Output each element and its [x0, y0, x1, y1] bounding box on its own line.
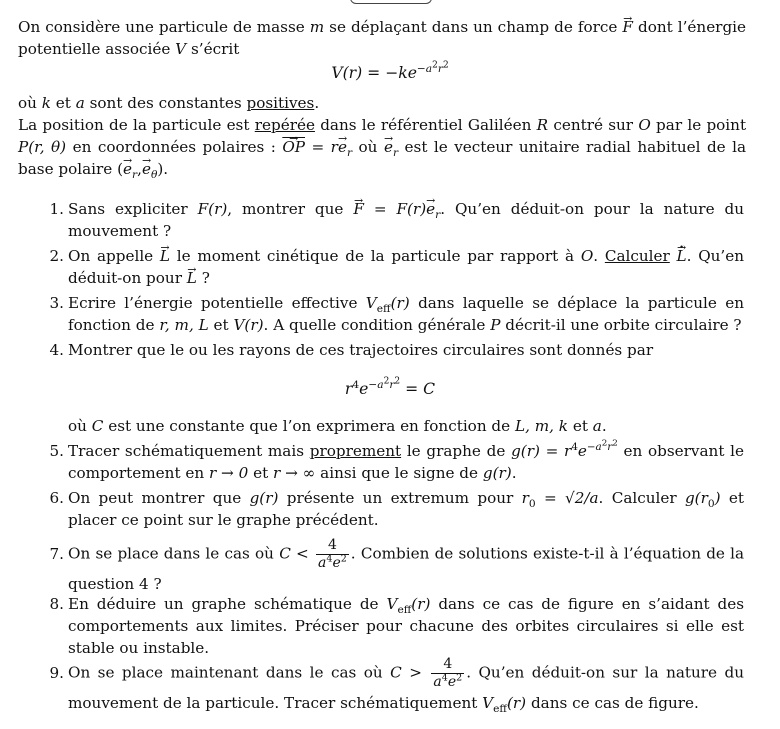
question-text: On peut montrer que g(r) présente un extremum pour $r_0 = √2/a$. Calculer $g(r_0)$ et placer ce point sur le graphe précédent. — [68, 489, 744, 529]
question-text: On se place maintenant dans le cas où C > $\frac{4}{a^4e^2}$ . Qu’en déduit-on sur la nature du mouvement de la particule. Tracer schématiquement $V_{eff}(r)$ dans ce cas de figure. — [68, 656, 744, 716]
potential-equation: $V(r) = -ke^{-a^2r^2}$ — [331, 60, 449, 82]
question-text: où C est une constante que l’on exprimera en fonction de L, m, k et a. — [68, 417, 607, 435]
question-number: 2. — [49, 247, 64, 265]
fraction-4-over-a4e2: $\frac{4}{a^4e^2}$ — [318, 537, 347, 571]
question-number: 3. — [49, 294, 64, 312]
question-text: Montrer que le ou les rayons de ces trajectoires circulaires sont donnés par — [68, 341, 654, 359]
position-paragraph: La position de la particule est repérée dans le référentiel Galiléen R centré sur O par le point P(r, θ) en coordonnées polaires : → $\overline{OP} = r\to e_r$ où → $e_r$ est le vecteur unitaire radial habituel de la base polaire (→ $e_r,\to e_\theta$). — [18, 114, 746, 180]
question-number: 1. — [49, 200, 64, 218]
fraction-4-over-a4e2: $\frac{4}{a^4e^2}$ — [433, 656, 463, 690]
cropped-header-fragment — [350, 0, 432, 4]
question-number: 9. — [49, 664, 64, 682]
intro-paragraph: On considère une particule de masse m se déplaçant dans un champ de force → F dont l’énergie potentielle associée V s’écrit — [18, 16, 746, 60]
question-number: 6. — [49, 489, 64, 507]
question-text: On appelle → L le moment cinétique de la particule par rapport à O. Calculer → L •. Qu’en déduit-on pour → L ? — [68, 245, 744, 289]
question-number: 8. — [49, 595, 64, 613]
question-number: 4. — [49, 341, 64, 359]
question-text: Tracer schématiquement mais proprement le graphe de $g(r) = r^4e^{-a^2r^2}$ en observant le comportement en r → 0 et r → ∞ ainsi que le signe de g(r). — [68, 438, 745, 482]
question-text: Sans expliciter F(r), montrer que → $F = F(r)\to e_r$. Qu’en déduit-on pour la nature du mouvement ? — [68, 198, 744, 242]
question-text: Ecrire l’énergie potentielle effective $V_{eff}(r)$ dans laquelle se déplace la particule en fonction de r, m, L et V(r). A quelle condition générale P décrit-il une orbite circulaire ? — [68, 294, 745, 334]
question-number: 5. — [49, 442, 64, 460]
orbit-radius-equation: $r^4e^{-a^2r^2} = C$ — [344, 376, 436, 398]
question-text: On se place dans le cas où C < $\frac{4}{a^4e^2}$ . Combien de solutions existe-t-il à l’équation de la question 4 ? — [68, 537, 745, 593]
question-number: 7. — [49, 545, 64, 563]
constants-paragraph: où k et a sont des constantes positives. — [18, 94, 320, 112]
question-text: En déduire un graphe schématique de $V_{eff}(r)$ dans ce cas de figure en s’aidant des comportements aux limites. Préciser pour chacune des orbites circulaires si elle est stable ou instable. — [68, 595, 744, 657]
